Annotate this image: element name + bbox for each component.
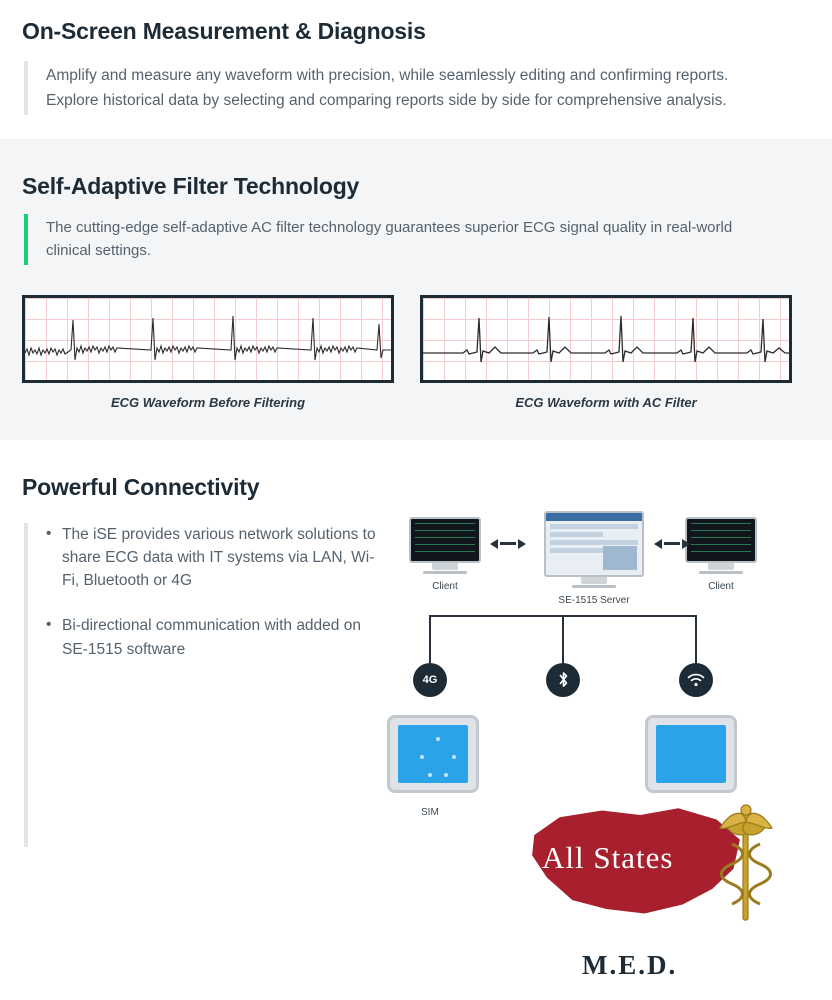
arrow-bidirectional-left-icon — [490, 539, 526, 549]
tablet-icon — [398, 725, 468, 783]
ecg-caption-before: ECG Waveform Before Filtering — [110, 394, 306, 410]
section-filter-body: The cutting-edge self-adaptive AC filter technology guarantees superior ECG signal quality in real-world clinical settings. — [46, 219, 733, 260]
watermark — [520, 798, 820, 998]
4g-icon: 4G — [422, 673, 438, 686]
section-measurement-title: On-Screen Measurement & Diagnosis — [22, 18, 426, 44]
caduceus-icon — [686, 798, 806, 938]
ecg-figure-after — [420, 295, 792, 410]
badge-wifi — [679, 663, 713, 697]
ecg-trace-clean — [423, 298, 789, 380]
diagram-node-client-left — [406, 517, 484, 592]
bluetooth-icon — [557, 671, 570, 688]
connectivity-bullet-list — [24, 523, 384, 847]
badge-bluetooth — [546, 663, 580, 697]
arrow-bidirectional-right-icon — [654, 539, 690, 549]
wifi-icon — [687, 673, 705, 687]
section-filter-title: Self-Adaptive Filter Technology — [22, 173, 360, 200]
connector-line — [562, 615, 564, 663]
list-item: • Bi-directional communication with added on SE-1515 software — [46, 614, 376, 661]
diagram-node-server — [532, 511, 656, 606]
watermark-subtext: M.E.D. — [582, 950, 678, 980]
connector-line — [695, 615, 697, 663]
list-item: • The iSE provides various network solutions to share ECG data with IT systems via LAN, Wi-Fi, Bluetooth or 4G — [46, 523, 376, 593]
watermark-text: All States — [542, 840, 674, 875]
section-measurement-body: Amplify and measure any waveform with precision, while seamlessly editing and confirming reports. Explore historical data by selecting and comparing reports side by side for comprehensive analysis. — [46, 67, 729, 110]
diagram-node-client-right — [682, 517, 760, 592]
diagram-label-client-right: Client — [708, 580, 734, 592]
section-filter — [0, 139, 832, 440]
tablet-icon — [656, 725, 726, 783]
ecg-figure-row — [22, 295, 810, 410]
device-tablet — [387, 715, 479, 793]
device-tablet-secondary — [645, 715, 737, 793]
ecg-chart-before — [22, 295, 394, 383]
monitor-icon — [409, 517, 481, 563]
badge-4g — [413, 663, 447, 697]
device-tablet-label: SIM — [421, 806, 439, 818]
ecg-figure-before — [22, 295, 394, 410]
ecg-caption-after: ECG Waveform with AC Filter — [515, 394, 697, 410]
section-filter-quote — [24, 214, 769, 265]
section-connectivity-title: Powerful Connectivity — [22, 473, 260, 500]
server-icon — [544, 511, 644, 577]
monitor-icon — [685, 517, 757, 563]
section-measurement-quote — [24, 61, 769, 115]
ecg-chart-after — [420, 295, 792, 383]
connector-line — [429, 615, 431, 663]
diagram-label-server: SE-1515 Server — [558, 594, 630, 606]
section-measurement — [0, 0, 832, 139]
ecg-trace-noisy — [25, 298, 391, 380]
diagram-label-client-left: Client — [432, 580, 458, 592]
